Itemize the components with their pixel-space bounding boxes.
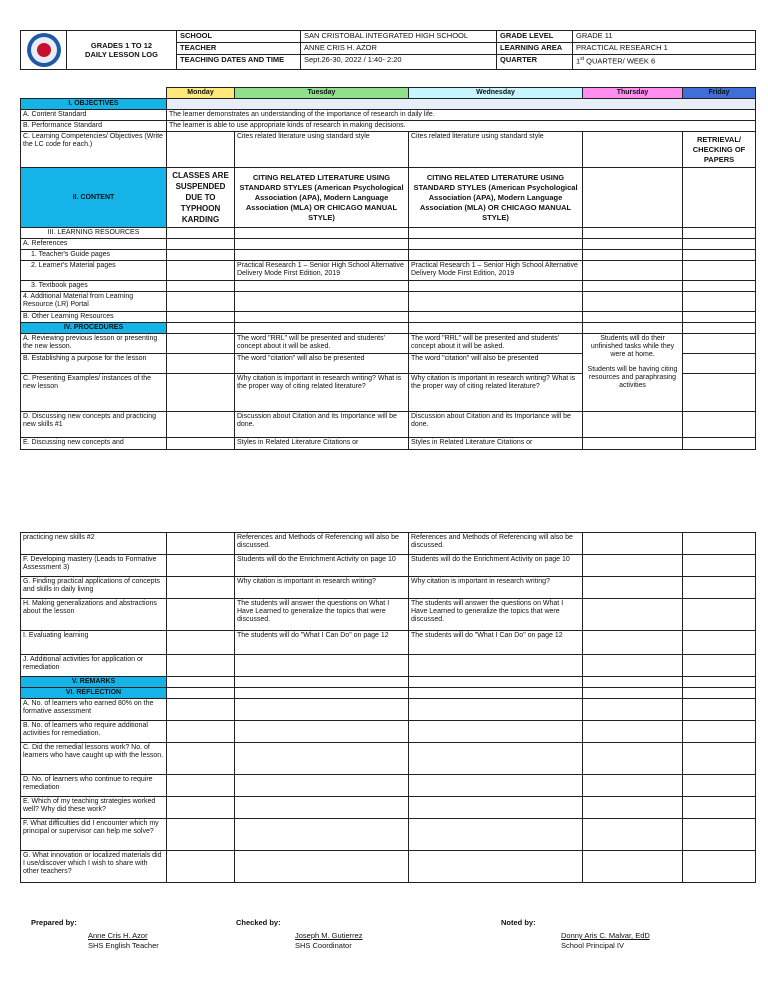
deped-seal-icon (27, 33, 61, 67)
procedure-g-wednesday: Why citation is important in research writing? (409, 577, 583, 599)
row-label: A. Reviewing previous lesson or presenting the new lesson. (21, 334, 167, 354)
day-wednesday: Wednesday (409, 88, 583, 99)
procedure-d-tuesday: Discussion about Citation and its Importance will be done. (235, 412, 409, 438)
section-resources: III. LEARNING RESOURCES (21, 228, 167, 239)
grade-value: GRADE 11 (573, 31, 756, 43)
procedure-f-tuesday: Students will do the Enrichment Activity on page 10 (235, 555, 409, 577)
section-procedures: IV. PROCEDURES (21, 323, 167, 334)
section-remarks: V. REMARKS (21, 677, 167, 688)
procedure-h-wednesday: The students will answer the questions on What I Have Learned to generalize the topics that were discussed. (409, 599, 583, 631)
procedure-f-wednesday: Students will do the Enrichment Activity on page 10 (409, 555, 583, 577)
procedure-d-wednesday: Discussion about Citation and its Importance will be done. (409, 412, 583, 438)
day-friday: Friday (683, 88, 756, 99)
performance-standard: The learner is able to use appropriate kinds of research in making decisions. (167, 121, 756, 132)
row-label: B. Other Learning Resources (21, 312, 167, 323)
teacher-value: ANNE CRIS H. AZOR (301, 42, 497, 54)
lm-wednesday: Practical Research 1 – Senior High School Alternative Delivery Mode First Edition, 2019 (409, 261, 583, 281)
title-line-2: DAILY LESSON LOG (85, 50, 158, 59)
checked-by-label: Checked by: (236, 918, 281, 927)
row-label: A. No. of learners who earned 80% on the formative assessment (21, 699, 167, 721)
row-label: C. Learning Competencies/ Objectives (Write the LC code for each.) (21, 132, 167, 168)
row-label: 3. Textbook pages (21, 281, 167, 292)
quarter-label: QUARTER (497, 54, 573, 69)
content-tuesday: CITING RELATED LITERATURE USING STANDARD STYLES (American Psychological Association (APA), Modern Language Association (MLA) OR CHICAGO MANUAL STYLE) (235, 168, 409, 228)
row-label: C. Presenting Examples/ instances of the new lesson (21, 374, 167, 412)
lesson-grid-part1 (20, 87, 756, 450)
area-label: LEARNING AREA (497, 42, 573, 54)
content-wednesday: CITING RELATED LITERATURE USING STANDARD STYLES (American Psychological Association (APA), Modern Language Association (MLA) OR CHICAGO MANUAL STYLE) (409, 168, 583, 228)
procedure-c-wednesday: Why citation is important in research writing? What is the proper way of citing related literature? (409, 374, 583, 412)
procedure-e-wednesday: Styles in Related Literature Citations or (409, 438, 583, 450)
procedure-e-tuesday: Styles in Related Literature Citations or (235, 438, 409, 450)
row-label: J. Additional activities for application or remediation (21, 655, 167, 677)
procedure-i-tuesday: The students will do "What I Can Do" on page 12 (235, 631, 409, 655)
quarter-value: 1st QUARTER/ WEEK 6 (573, 54, 756, 69)
area-value: PRACTICAL RESEARCH 1 (573, 42, 756, 54)
thursday-note-2: Students will be having citing resources and paraphrasing activities (587, 366, 678, 389)
school-value: SAN CRISTOBAL INTEGRATED HIGH SCHOOL (301, 31, 497, 43)
noted-by-name: Donny Aris C. Malvar, EdD (561, 931, 650, 940)
procedure-a-wednesday: The word "RRL" will be presented and students' concept about it will be asked. (409, 334, 583, 354)
row-label: G. Finding practical applications of concepts and skills in daily living (21, 577, 167, 599)
row-label: 4. Additional Material from Learning Resource (LR) Portal (21, 292, 167, 312)
grade-label: GRADE LEVEL (497, 31, 573, 43)
row-label: 1. Teacher's Guide pages (21, 250, 167, 261)
lm-tuesday: Practical Research 1 – Senior High School Alternative Delivery Mode First Edition, 2019 (235, 261, 409, 281)
procedure-c-tuesday: Why citation is important in research writing? What is the proper way of citing related literature? (235, 374, 409, 412)
prepared-by-name: Anne Cris H. Azor (88, 931, 148, 940)
checked-by-name: Joseph M. Gutierrez (295, 931, 363, 940)
row-label: F. Developing mastery (Leads to Formative Assessment 3) (21, 555, 167, 577)
row-label: B. No. of learners who require additional activities for remediation. (21, 721, 167, 743)
procedure-h-tuesday: The students will answer the questions on What I Have Learned to generalize the topics that were discussed. (235, 599, 409, 631)
noted-by-label: Noted by: (501, 918, 536, 927)
lesson-grid-part2 (20, 532, 756, 883)
row-label: I. Evaluating learning (21, 631, 167, 655)
row-label: B. Performance Standard (21, 121, 167, 132)
procedure-e2-wednesday: References and Methods of Referencing will also be discussed. (409, 533, 583, 555)
competency-friday: RETRIEVAL/ CHECKING OF PAPERS (683, 132, 756, 168)
row-label: C. Did the remedial lessons work? No. of learners who have caught up with the lesson. (21, 743, 167, 775)
deped-seal (21, 31, 67, 70)
dates-label: TEACHING DATES AND TIME (177, 54, 301, 69)
dates-value: Sept.26-30, 2022 / 1:40- 2:20 (301, 54, 497, 69)
dll-title (67, 31, 177, 70)
procedure-b-wednesday: The word "citation" will also be presented (409, 354, 583, 374)
school-label: SCHOOL (177, 31, 301, 43)
header-table (20, 30, 756, 70)
procedure-thursday (583, 334, 683, 412)
prepared-by-role: SHS English Teacher (88, 941, 159, 950)
section-objectives: I. OBJECTIVES (21, 99, 167, 110)
row-label: E. Which of my teaching strategies worked well? Why did these work? (21, 797, 167, 819)
day-header-row (21, 88, 756, 99)
row-label: H. Making generalizations and abstractions about the lesson (21, 599, 167, 631)
day-thursday: Thursday (583, 88, 683, 99)
section-reflection: VI. REFLECTION (21, 688, 167, 699)
noted-by-role: School Principal IV (561, 941, 624, 950)
row-label: B. Establishing a purpose for the lesson (21, 354, 167, 374)
procedure-b-tuesday: The word "citation" will also be presented (235, 354, 409, 374)
section-content: II. CONTENT (21, 168, 167, 228)
content-monday: CLASSES ARE SUSPENDED DUE TO TYPHOON KARDING (167, 168, 235, 228)
teacher-label: TEACHER (177, 42, 301, 54)
row-label: G. What innovation or localized materials did I use/discover which I wish to share with other teachers? (21, 851, 167, 883)
row-label: D. No. of learners who continue to require remediation (21, 775, 167, 797)
title-line-1: GRADES 1 TO 12 (90, 41, 153, 50)
row-label: F. What difficulties did I encounter which my principal or supervisor can help me solve? (21, 819, 167, 851)
thursday-note-1: Students will do their unfinished tasks while they were at home. (590, 335, 675, 358)
row-label: A. References (21, 239, 167, 250)
checked-by-role: SHS Coordinator (295, 941, 352, 950)
procedure-g-tuesday: Why citation is important in research writing? (235, 577, 409, 599)
procedure-a-tuesday: The word "RRL" will be presented and students' concept about it will be asked. (235, 334, 409, 354)
row-label: E. Discussing new concepts and (21, 438, 167, 450)
procedure-e2-tuesday: References and Methods of Referencing will also be discussed. (235, 533, 409, 555)
day-monday: Monday (167, 88, 235, 99)
row-label: D. Discussing new concepts and practicing new skills #1 (21, 412, 167, 438)
prepared-by-label: Prepared by: (31, 918, 77, 927)
row-label: practicing new skills #2 (21, 533, 167, 555)
procedure-i-wednesday: The students will do "What I Can Do" on page 12 (409, 631, 583, 655)
day-tuesday: Tuesday (235, 88, 409, 99)
content-standard: The learner demonstrates an understanding of the importance of research in daily life. (167, 110, 756, 121)
row-label: A. Content Standard (21, 110, 167, 121)
competency-tuesday: Cites related literature using standard style (235, 132, 409, 168)
row-label: 2. Learner's Material pages (21, 261, 167, 281)
competency-wednesday: Cites related literature using standard style (409, 132, 583, 168)
